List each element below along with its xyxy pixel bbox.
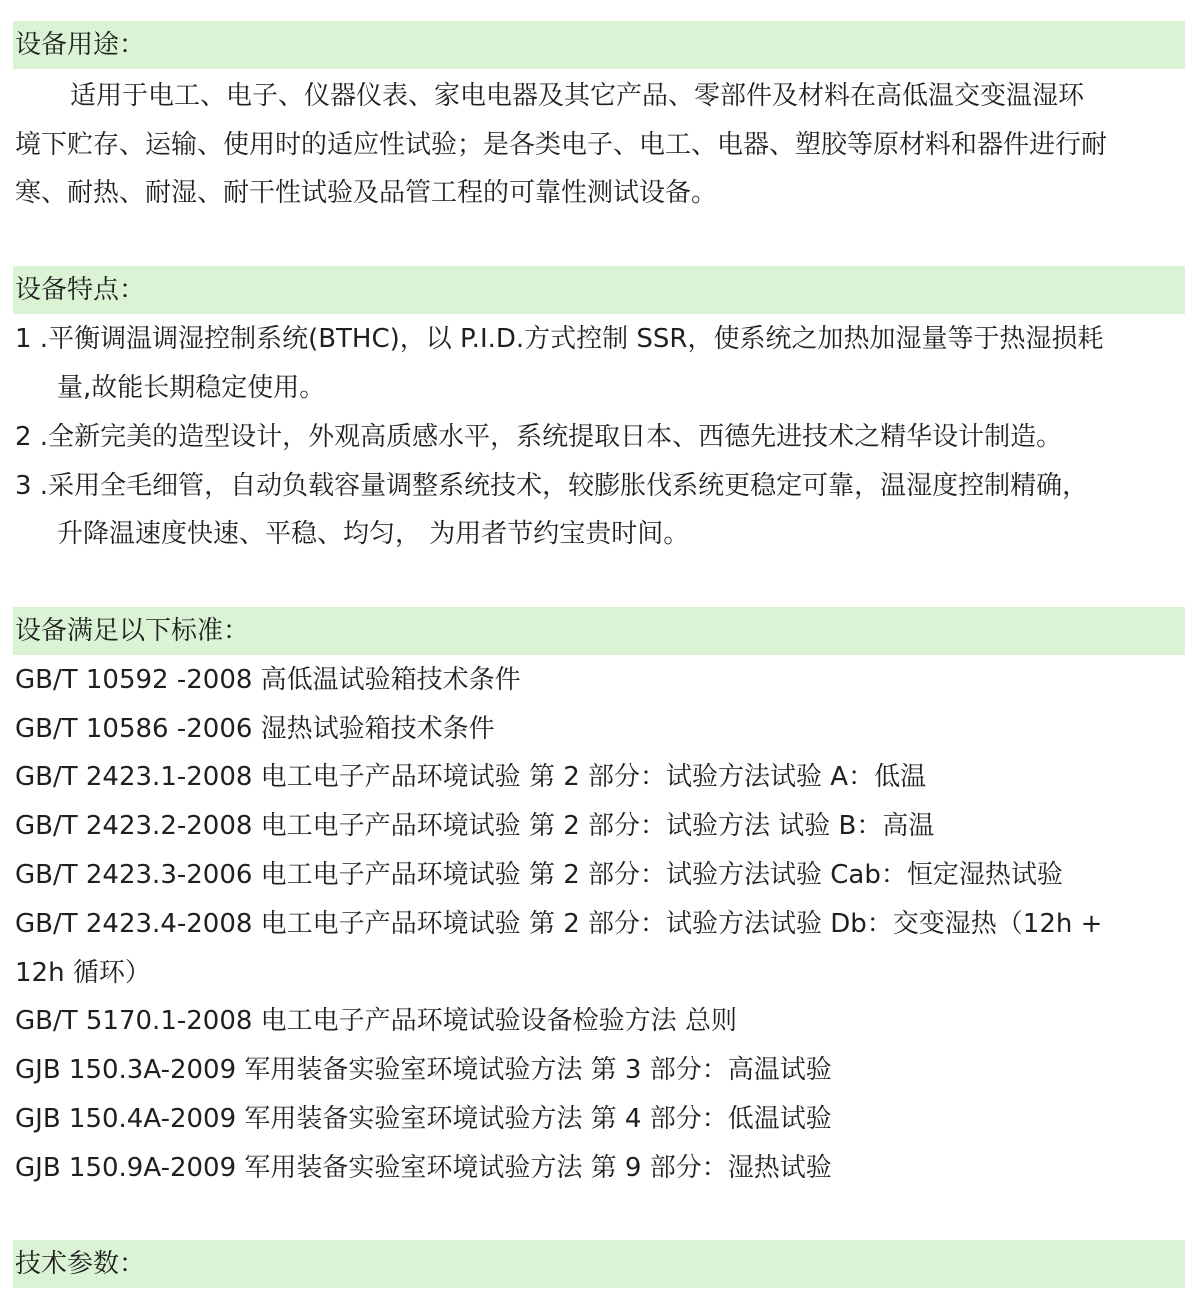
usage-heading: 设备用途： [13, 21, 1185, 69]
feature-item-3-cont: 升降温速度快速、平稳、均匀， 为用者节约宝贵时间。 [57, 519, 690, 549]
feature-item-1-cont: 量,故能长期稳定使用。 [57, 373, 326, 403]
standard-item: GJB 150.9A-2009 军用装备实验室环境试验方法 第 9 部分：湿热试验 [15, 1153, 832, 1183]
usage-line-2: 境下贮存、运输、使用时的适应性试验；是各类电子、电工、电器、塑胶等原材料和器件进行耐 [15, 130, 1108, 160]
standard-item: GB/T 2423.4-2008 电工电子产品环境试验 第 2 部分：试验方法试验 Db：交变湿热（12h + [15, 909, 1103, 939]
standard-item-cont: 12h 循环） [15, 958, 151, 988]
standard-item: GB/T 5170.1-2008 电工电子产品环境试验设备检验方法 总则 [15, 1006, 737, 1036]
feature-item-2: 2 .全新完美的造型设计，外观高质感水平，系统提取日本、西德先进技术之精华设计制造。 [15, 422, 1063, 452]
standard-item: GB/T 2423.1-2008 电工电子产品环境试验 第 2 部分：试验方法试验 A：低温 [15, 762, 927, 792]
standard-item: GJB 150.3A-2009 军用装备实验室环境试验方法 第 3 部分：高温试验 [15, 1055, 832, 1085]
feature-item-1: 1 .平衡调温调湿控制系统(BTHC)，以 P.I.D.方式控制 SSR，使系统之加热加湿量等于热湿损耗 [15, 324, 1104, 354]
standards-heading: 设备满足以下标准： [13, 607, 1185, 655]
feature-item-3: 3 .采用全毛细管，自动负载容量调整系统技术，较膨胀伐系统更稳定可靠，温湿度控制精确， [15, 471, 1089, 501]
params-heading: 技术参数： [13, 1240, 1185, 1288]
standard-item: GJB 150.4A-2009 军用装备实验室环境试验方法 第 4 部分：低温试验 [15, 1104, 832, 1134]
standard-item: GB/T 2423.3-2006 电工电子产品环境试验 第 2 部分：试验方法试验 Cab：恒定湿热试验 [15, 860, 1063, 890]
usage-line-1: 适用于电工、电子、仪器仪表、家电电器及其它产品、零部件及材料在高低温交变温湿环 [70, 81, 1085, 111]
standard-item: GB/T 10592 -2008 高低温试验箱技术条件 [15, 665, 521, 695]
usage-line-3: 寒、耐热、耐湿、耐干性试验及品管工程的可靠性测试设备。 [15, 178, 718, 208]
features-heading: 设备特点： [13, 266, 1185, 314]
standard-item: GB/T 10586 -2006 湿热试验箱技术条件 [15, 714, 495, 744]
standard-item: GB/T 2423.2-2008 电工电子产品环境试验 第 2 部分：试验方法 试验 B：高温 [15, 811, 935, 841]
